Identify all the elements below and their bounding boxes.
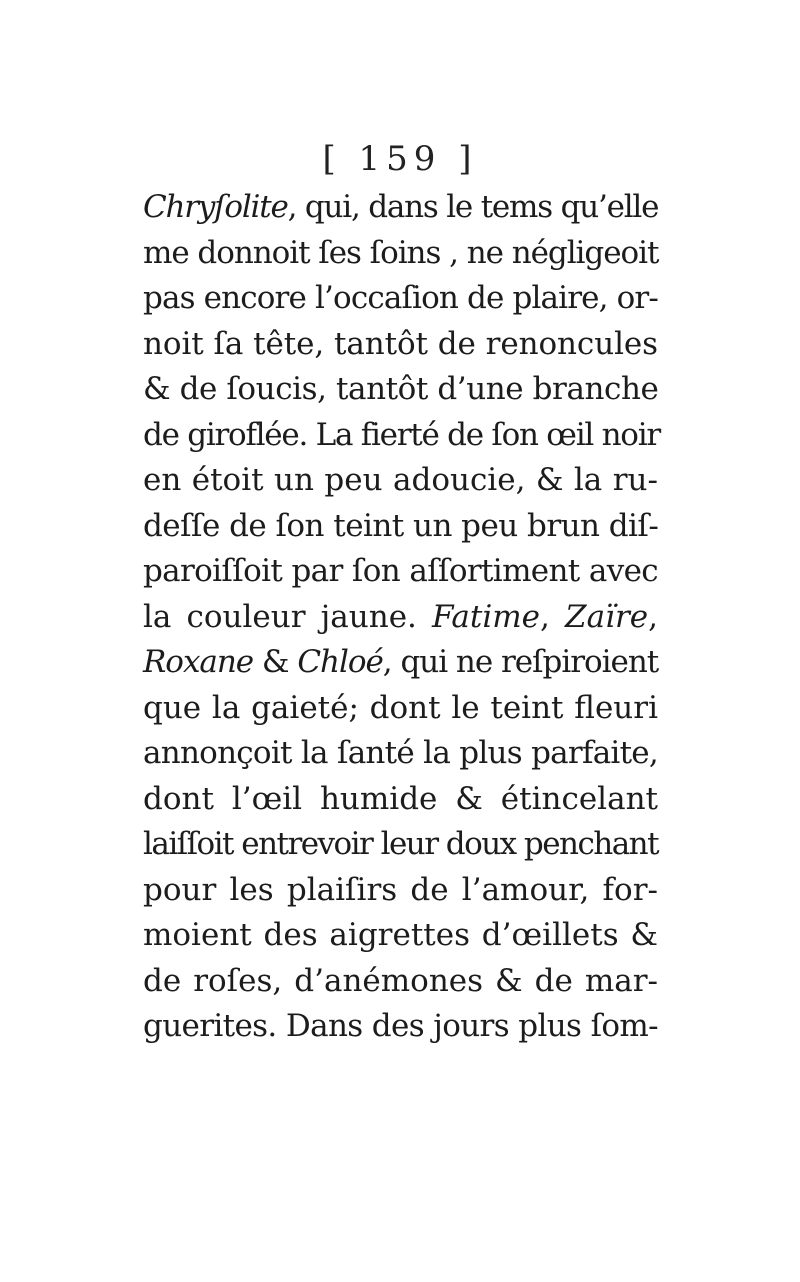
italic-text-segment: Zaïre <box>565 598 649 635</box>
text-line <box>143 686 658 732</box>
text-line <box>143 913 658 959</box>
text-segment: que la gaieté; dont le teint fleuri <box>143 689 658 726</box>
text-line <box>143 640 658 686</box>
text-segment: guerites. Dans des jours plus ſom- <box>143 1008 658 1044</box>
text-segment: moient des aigrettes d’œillets & <box>143 917 658 953</box>
italic-text-segment: Fatime <box>432 598 541 635</box>
text-segment: la couleur jaune. <box>143 598 433 635</box>
text-line <box>143 504 658 550</box>
italic-text-segment: Roxane <box>143 644 254 680</box>
text-segment: , qui, dans le tems qu’elle <box>287 189 659 225</box>
text-line <box>143 367 658 413</box>
text-line <box>143 185 658 231</box>
text-line <box>143 276 658 322</box>
text-segment: pour les plaiſirs de l’amour, for- <box>143 871 658 908</box>
text-line <box>143 1004 658 1050</box>
text-segment: noit ſa tête, tantôt de renoncules <box>143 325 658 362</box>
text-segment: paroiſſoit par ſon aſſortiment avec <box>143 553 658 589</box>
text-segment: & de ſoucis, tantôt d’une branche <box>143 371 659 407</box>
text-segment: de giroflée. La fierté de ſon œil noir <box>143 416 660 453</box>
text-line <box>143 549 658 595</box>
text-segment: de roſes, d’anémones & de mar- <box>143 962 658 999</box>
text-line <box>143 322 658 368</box>
text-segment: dont l’œil humide & étincelant <box>143 780 658 817</box>
italic-text-segment: Chryſolite <box>143 189 288 225</box>
body-text <box>143 185 658 1050</box>
text-line <box>143 231 658 277</box>
italic-text-segment: Chloé <box>297 644 383 680</box>
text-line <box>143 868 658 914</box>
text-segment: annonçoit la ſanté la plus parfaite, <box>143 735 658 771</box>
text-segment: en étoit un peu adoucie, & la ru- <box>143 462 658 498</box>
text-line <box>143 822 658 868</box>
text-line <box>143 959 658 1005</box>
text-segment: laiſſoit entrevoir leur doux penchant <box>143 826 658 862</box>
text-segment: deſſe de ſon teint un peu brun diſ- <box>143 507 659 544</box>
text-segment: me donnoit ſes ſoins , ne négligeoit <box>143 234 659 271</box>
text-segment: , <box>648 598 658 635</box>
page-number: [ 159 ] <box>322 139 478 179</box>
text-line <box>143 595 658 641</box>
text-segment: & <box>253 644 298 680</box>
text-segment: pas encore l’occaſion de plaire, or- <box>143 280 658 316</box>
text-segment: , qui ne reſpiroient <box>382 644 659 680</box>
text-line <box>143 777 658 823</box>
text-line <box>143 731 658 777</box>
text-segment: , <box>540 598 566 635</box>
text-line <box>143 413 658 459</box>
text-line <box>143 458 658 504</box>
